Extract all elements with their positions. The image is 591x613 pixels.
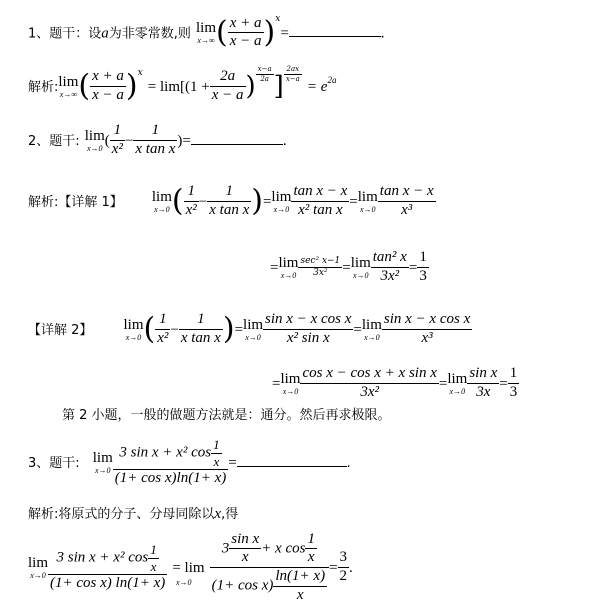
a1-power2: $\frac{2ax}{x-a}$ [285,64,300,83]
a2-lim: lim x→0 [151,188,172,214]
q3-fraction: 3 sin x + x² cos $\frac{1}{x}$ (1+ cos x)ln(1+ x) [114,436,227,487]
a3-var: x [214,506,222,522]
a1-exponent: x [137,67,143,78]
q3-equals: = [228,455,237,471]
a2b-lim4: lim x→0 [280,370,301,396]
method-note: 第 2 小题，一般的做题方法就是：通分。然后再求极限。 [62,408,391,423]
q2-line: 2、题干: lim x→0 ( $\frac{1}{\text{x²}}$ − $\frac{1}{\text{x tan x}}$ )= . [28,122,287,157]
q1-equals: = [280,25,289,42]
q2-period: . [282,133,287,149]
a2b-lim5: lim x→0 [447,370,468,396]
a2-lim4: lim x→0 [278,254,299,280]
a1-power1: $\frac{x-a}{2a}$ [257,64,272,83]
q1-period: . [380,25,385,42]
a2-result2: $\frac{\text{tan x − x}}{\text{x³}}$ [379,183,434,218]
q2-lim: lim x→0 [84,127,105,153]
a3-period: . [349,560,353,576]
q2-frac2: $\frac{1}{\text{x tan x}}$ [135,122,176,157]
a3-result: $\frac{3}{2}$ [339,549,348,584]
q1-fraction: $\frac{x + a}{x - a}$ [229,14,262,50]
a1-lim: lim x→∞ [58,73,79,99]
a1-label: 解析: [28,80,59,95]
a2b-lim2: lim x→0 [243,316,264,342]
a2b-label: 【详解 2】 [28,323,93,338]
a3-lim: lim x→0 [28,554,49,580]
a2b-frac2: $\frac{1}{\text{x tan x}}$ [180,311,221,346]
a2-lim5: lim x→0 [350,254,371,280]
q3-line [28,432,350,492]
a2-result4: $\frac{\text{tan² x}}{\text{3x²}}$ [372,249,407,284]
a3-eq: = lim [172,560,205,576]
a2-frac1: $\frac{1}{\text{x²}}$ [185,183,197,218]
a2b-lim3: lim x→0 [361,316,382,342]
a3-formula: lim x→0 3 sin x + x² cos $\frac{1}{x}$ (1+ cos x) ln(1+ x) = lim 3 $\frac{\text{sin x}}{x}$ + x cos $\frac{1}{x}$ (1+ cos x) $\frac{\ln(1+ x)}{x}$ = $\frac{3}{2}$ . [28,530,353,603]
a2b-lim: lim x→0 [123,316,144,342]
a3-label: 解析:将原式的分子、分母同除以 [28,507,215,522]
a1-fraction2: $\frac{2a}{x - a}$ [211,68,244,103]
q3-lim: lim x→0 [92,449,113,475]
a2b-result3: $\frac{\text{cos x − cos x + x sin x}}{\text{3x²}}$ [302,365,437,400]
a2b-result5: $\frac{1}{3}$ [509,365,518,400]
q2-frac1: $\frac{1}{\text{x²}}$ [111,122,123,157]
q3-stem: 3、题干: [28,456,80,471]
q2-stem: 2、题干: [28,134,80,149]
a2b-line2: = lim x→0 $\frac{\text{cos x − cos x + x sin x}}{\text{3x²}}$ = lim x→0 $\frac{\text{sin x}}{3x}$ = $\frac{1}{3}$ [272,365,518,400]
q2-answer-blank [191,144,283,145]
a2-line2: = lim x→0 $\frac{\text{sec² x−1}}{\text{3x²}}$ = lim x→0 $\frac{\text{tan² x}}{\text{3x²}}$ = $\frac{1}{3}$ [270,249,427,284]
a3-label-end: ,得 [221,507,239,522]
q1-exponent: x [275,14,281,24]
a2b-frac1: $\frac{1}{\text{x²}}$ [157,311,169,346]
q1-stem: 1、题干：设 [28,26,102,42]
a3-label-line [28,503,238,523]
a2b-result2: $\frac{\text{sin x − x cos x}}{\text{x³}}$ [383,311,471,346]
a2b-result4: $\frac{\text{sin x}}{3x}$ [469,365,498,400]
a2-label: 解析:【详解 1】 [28,195,123,210]
q1-line: 1、题干：设a为非零常数,则 lim x→∞ ( $\frac{x + a}{x - a}$ )$^x$= . [28,14,385,50]
q1-answer-blank [289,36,381,37]
a2b-result1: $\frac{\text{sin x − x cos x}}{\text{x² sin x}}$ [265,311,352,346]
q1-lim: lim x→∞ [196,19,217,45]
q3-period: . [346,455,351,471]
q1-stem-mid: 为非零常数,则 [108,26,191,42]
a1-line: 解析: lim x→∞ ( $\frac{x + a}{x - a}$ )$^x$ = lim[(1 + $\frac{2a}{x - a}$ ) $\frac{x-a}{2a}$ ] $\frac{2ax}{x-a}$ = $e^{2a}$ [28,64,337,104]
a2-result5: $\frac{1}{3}$ [419,249,427,284]
a2-lim3: lim x→0 [357,188,378,214]
a2-line1: 解析:【详解 1】 lim x→0 ( $\frac{1}{\text{x²}}$ − $\frac{1}{\text{x tan x}}$ )= lim x→0 $\frac{\text{tan x − x}}{\text{x² tan x}}$ = lim x→0 $\frac{\text{tan x − x}}{\text{x³}}$ [28,183,434,219]
a2-result1: $\frac{\text{tan x − x}}{\text{x² tan x}}$ [293,183,348,218]
a2b-line1: 【详解 2】 lim x→0 ( $\frac{1}{\text{x²}}$ − $\frac{1}{\text{x tan x}}$ )= lim x→0 $\frac{\text{sin x − x cos x}}{\text{x² sin x}}$ = lim x→0 $\frac{\text{sin x − x cos x}}{\text{x³}}$ [28,311,471,347]
a1-result: = $e^{2a}$ [306,75,337,95]
a3-sub2: x→0 [176,578,192,587]
q1-var-a: a [101,25,109,42]
a2-lim2: lim x→0 [271,188,292,214]
a2-frac2: $\frac{1}{\text{x tan x}}$ [209,183,250,218]
a3-fraction2: 3 $\frac{\text{sin x}}{x}$ + x cos $\frac{1}{x}$ (1+ cos x) $\frac{\ln(1+ x)}{x}$ [210,532,329,604]
a1-eq: = lim[(1 + [147,79,210,95]
q2-minus: − [124,133,134,149]
q2-equals: )= [177,133,191,149]
q3-answer-blank [237,466,347,467]
a2-result3: $\frac{\text{sec² x−1}}{\text{3x²}}$ [300,255,341,278]
a3-fraction: 3 sin x + x² cos $\frac{1}{x}$ (1+ cos x) ln(1+ x) [50,541,166,592]
a1-fraction: $\frac{x + a}{x - a}$ [92,68,124,103]
